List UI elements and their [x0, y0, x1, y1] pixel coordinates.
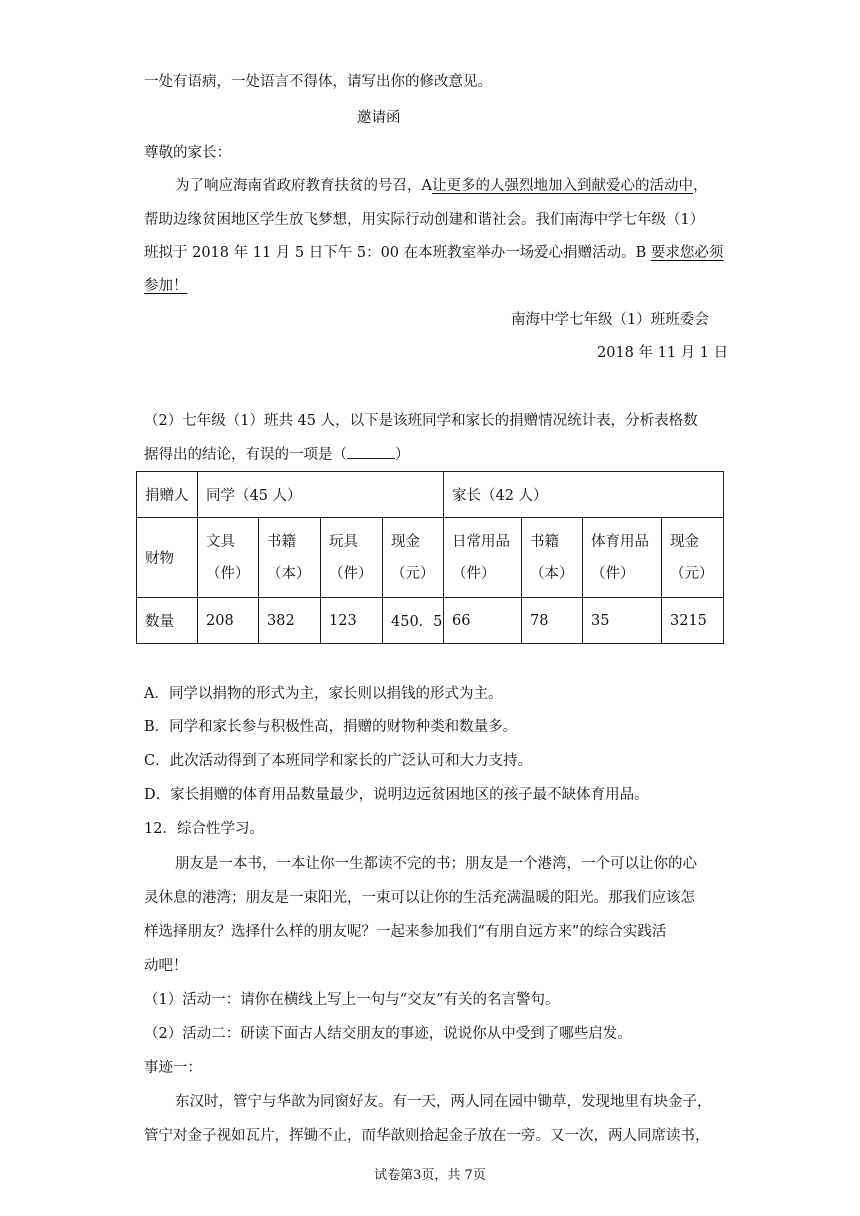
- item-unit: （本）: [267, 565, 311, 582]
- option-a: A．同学以捐物的形式为主，家长则以捐钱的形式为主。: [144, 686, 503, 702]
- table-row: [137, 472, 724, 518]
- qty-cell: 78: [522, 598, 583, 644]
- page-footer: 试卷第3页，共 7页: [374, 1168, 486, 1183]
- item-cell: [662, 518, 724, 598]
- item-name: 书籍: [530, 533, 559, 550]
- item-cell: [444, 518, 522, 598]
- item-cell: [522, 518, 583, 598]
- answer-blank: [347, 444, 395, 459]
- item-cell: [259, 518, 321, 598]
- header-donor: 捐赠人: [137, 472, 198, 518]
- item-unit: （件）: [452, 565, 496, 582]
- item-unit: （件）: [206, 565, 250, 582]
- letter-line-3: [144, 243, 723, 263]
- item-unit: （元）: [391, 565, 435, 582]
- question-12-heading: 12．综合性学习。: [144, 821, 264, 837]
- intro-line-2: 灵休息的港湾；朋友是一束阳光，一束可以让你的生活充满温暖的阳光。那我们应该怎: [144, 890, 695, 906]
- underlined-sentence-b: 要求您必须: [650, 245, 724, 261]
- item-name: 书籍: [267, 533, 296, 550]
- header-students: 同学（45 人）: [198, 472, 444, 518]
- item-cell: [321, 518, 383, 598]
- story-line-2: 管宁对金子视如瓦片，挥锄不止，而华歆则拾起金子放在一旁。又一次，两人同席读书，: [144, 1128, 710, 1144]
- letter-line-4: [144, 276, 188, 296]
- text-span: ，: [692, 178, 708, 194]
- text-span: 为了响应海南省政府教育扶贫的号召，A: [175, 178, 432, 194]
- question-2-line-1: （2）七年级（1）班共 45 人，以下是该班同学和家长的捐赠情况统计表，分析表格数: [144, 413, 698, 429]
- item-unit: （件）: [591, 565, 635, 582]
- donation-table: [136, 471, 724, 644]
- qty-cell: 450．5: [383, 598, 444, 644]
- item-name: 文具: [206, 533, 235, 550]
- story-label: 事迹一：: [144, 1060, 202, 1076]
- option-b: B．同学和家长参与积极性高，捐赠的财物种类和数量多。: [144, 719, 518, 735]
- item-unit: （元）: [670, 565, 714, 582]
- intro-line-1: 朋友是一本书，一本让你一生都读不完的书；朋友是一个港湾，一个可以让你的心: [175, 856, 697, 872]
- text-span: 班拟于 2018 年 11 月 5 日下午 5：00 在本班教室举办一场爱心捐赠活动。B: [144, 245, 651, 261]
- header-quantity: 数量: [137, 598, 198, 644]
- qty-cell: 35: [583, 598, 662, 644]
- qty-cell: 66: [444, 598, 522, 644]
- instruction-line: 一处有语病，一处语言不得体，请写出你的修改意见。: [144, 74, 492, 90]
- item-cell: [383, 518, 444, 598]
- activity-1: （1）活动一：请你在横线上写上一句与“交友”有关的名言警句。: [144, 992, 560, 1008]
- intro-line-3: 样选择朋友？选择什么样的朋友呢？一起来参加我们“有朋自远方来”的综合实践活: [144, 924, 667, 940]
- item-name: 现金: [391, 533, 420, 550]
- table-row: [137, 598, 724, 644]
- qty-cell: 382: [259, 598, 321, 644]
- item-unit: （本）: [530, 565, 574, 582]
- letter-title: 邀请函: [357, 110, 401, 126]
- header-items: 财物: [137, 518, 198, 598]
- letter-line-1: [175, 176, 707, 196]
- qty-cell: 3215: [662, 598, 724, 644]
- underlined-sentence-b-end: 参加！: [144, 278, 188, 294]
- letter-greeting: 尊敬的家长：: [144, 145, 231, 161]
- option-c: C．此次活动得到了本班同学和家长的广泛认可和大力支持。: [144, 753, 533, 769]
- activity-2: （2）活动二：研读下面古人结交朋友的事迹，说说你从中受到了哪些启发。: [144, 1026, 632, 1042]
- item-name: 玩具: [329, 533, 358, 550]
- qty-cell: 208: [198, 598, 259, 644]
- qty-cell: 123: [321, 598, 383, 644]
- story-line-1: 东汉时，管宁与华歆为同窗好友。有一天，两人同在园中锄草，发现地里有块金子，: [175, 1094, 712, 1110]
- letter-signature: 南海中学七年级（1）班班委会: [511, 312, 709, 328]
- table-row: [137, 518, 724, 598]
- item-cell: [583, 518, 662, 598]
- option-d: D．家长捐赠的体育用品数量最少，说明边远贫困地区的孩子最不缺体育用品。: [144, 787, 649, 803]
- intro-line-4: 动吧！: [144, 958, 188, 974]
- text-span: ）: [395, 447, 410, 463]
- letter-date: 2018 年 11 月 1 日: [597, 345, 729, 361]
- header-parents: 家长（42 人）: [444, 472, 724, 518]
- item-name: 日常用品: [452, 533, 510, 550]
- item-cell: [198, 518, 259, 598]
- underlined-sentence-a: 让更多的人强烈地加入到献爱心的活动中: [431, 178, 693, 194]
- item-unit: （件）: [329, 565, 373, 582]
- item-name: 现金: [670, 533, 699, 550]
- item-name: 体育用品: [591, 533, 649, 550]
- text-span: 据得出的结论，有误的一项是（: [144, 447, 347, 463]
- question-2-line-2: [144, 444, 410, 465]
- letter-line-2: 帮助边缘贫困地区学生放飞梦想，用实际行动创建和谐社会。我们南海中学七年级（1）: [144, 212, 705, 228]
